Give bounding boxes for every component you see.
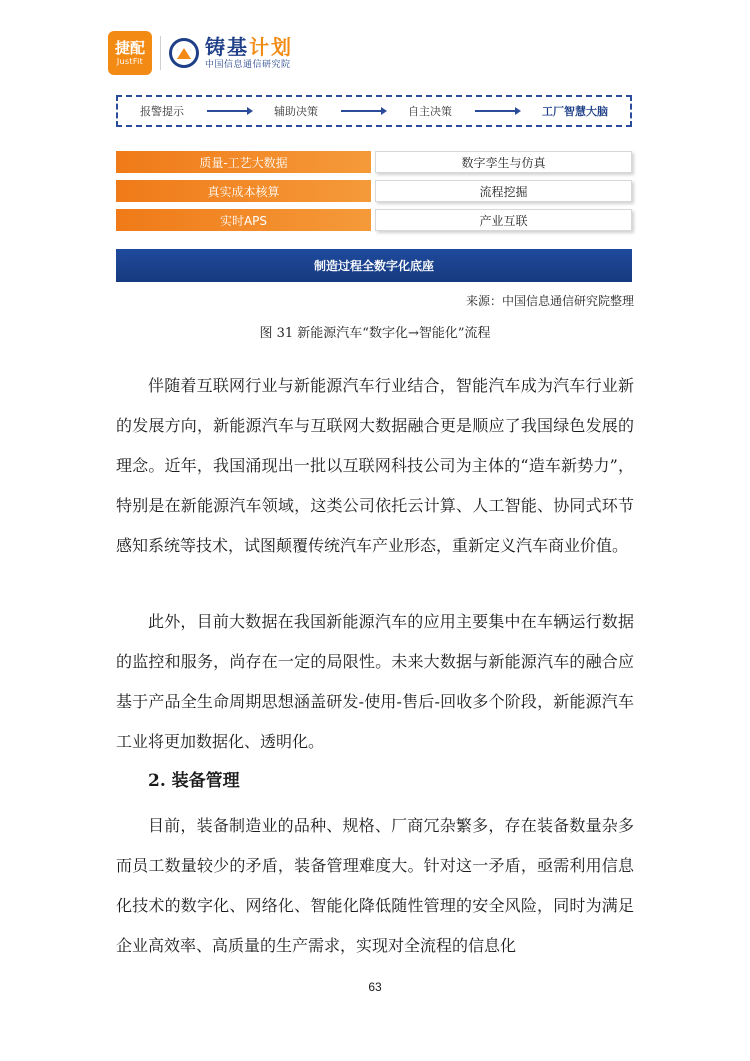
body-paragraph-2: 此外，目前大数据在我国新能源汽车的应用主要集中在车辆运行数据的监控和服务，尚存在一定的局限性。未来大数据与新能源汽车的融合应基于产品全生命周期思想涵盖研发-使用-售后-回收多个阶段，新能源汽车工业将更加数据化、透明化。: [116, 612, 634, 751]
figure-base-bar: 制造过程全数字化底座: [116, 249, 632, 282]
section-heading: 2. 装备管理: [148, 771, 240, 791]
brand-block: [205, 35, 293, 71]
flow-steps: [116, 95, 632, 127]
flow-step-1: 报警提示: [140, 105, 184, 118]
flow-step-4: 工厂智慧大脑: [542, 105, 608, 118]
logo-divider: [160, 36, 161, 70]
page-header: [108, 28, 293, 78]
flow-step-3: 自主决策: [408, 105, 452, 118]
figure-cell-right: 流程挖掘: [375, 180, 632, 202]
figure-row: [116, 151, 632, 173]
brand-subtitle: 中国信息通信研究院: [205, 60, 291, 70]
brand-title: 铸基计划: [205, 35, 293, 59]
figure-cell-right: 数字孪生与仿真: [375, 151, 632, 173]
flow-arrow-icon: [475, 110, 519, 112]
flow-arrow-icon: [207, 110, 251, 112]
figure-source: 来源：中国信息通信研究院整理: [465, 294, 634, 308]
justfit-logo-cn: 捷配: [114, 38, 145, 57]
flow-arrow-icon: [341, 110, 385, 112]
figure-cell-right: 产业互联: [375, 209, 632, 231]
justfit-logo: [108, 31, 152, 75]
figure-cell-left: 实时APS: [116, 209, 371, 231]
figure-row: [116, 209, 632, 231]
figure-cell-left: 真实成本核算: [116, 180, 371, 202]
zhuji-logo-icon: [169, 38, 199, 68]
figure-grid: [116, 151, 632, 238]
flow-step-2: 辅助决策: [274, 105, 318, 118]
body-paragraph-1: 伴随着互联网行业与新能源汽车行业结合，智能汽车成为汽车行业新的发展方向，新能源汽车与互联网大数据融合更是顺应了我国绿色发展的理念。近年，我国涌现出一批以互联网科技公司为主体的“造车新势力”，特别是在新能源汽车领域，这类公司依托云计算、人工智能、协同式环节感知系统等技术，试图颠覆传统汽车产业形态，重新定义汽车商业价值。: [116, 376, 634, 555]
justfit-logo-en: JustFit: [116, 56, 144, 66]
figure-cell-left: 质量-工艺大数据: [116, 151, 371, 173]
figure-caption: 图 31 新能源汽车“数字化→智能化”流程: [259, 326, 491, 341]
page-number: 63: [368, 980, 382, 994]
body-paragraph-3: 目前，装备制造业的品种、规格、厂商冗杂繁多，存在装备数量杂多而员工数量较少的矛盾，装备管理难度大。针对这一矛盾，亟需利用信息化技术的数字化、网络化、智能化降低随性管理的安全风险，同时为满足企业高效率、高质量的生产需求，实现对全流程的信息化: [116, 816, 634, 955]
figure-row: [116, 180, 632, 202]
